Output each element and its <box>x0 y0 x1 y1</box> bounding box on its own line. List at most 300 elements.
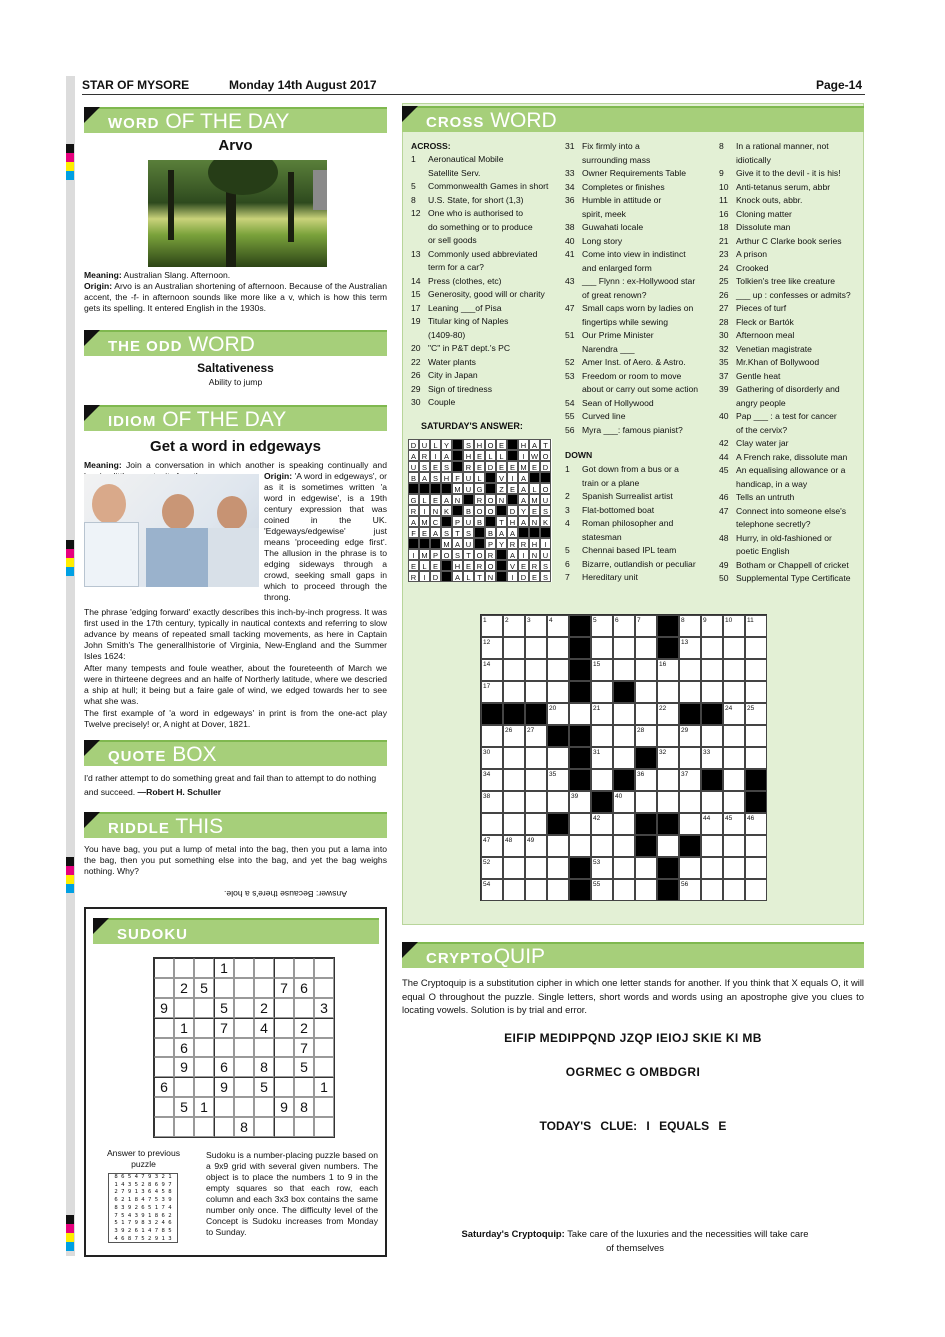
answer-cell: I <box>408 549 419 560</box>
crossword-cell[interactable] <box>745 747 767 769</box>
sudoku-cell[interactable] <box>174 958 194 978</box>
clue-item <box>719 140 864 154</box>
clue-number: 43 <box>565 276 575 286</box>
clue-item <box>719 316 864 330</box>
crossword-cell[interactable]: 5 <box>591 615 613 637</box>
sudoku-cell[interactable] <box>254 1038 274 1058</box>
clue-item <box>719 397 864 411</box>
crossword-cell[interactable]: 8 <box>679 615 701 637</box>
sudoku-cell[interactable] <box>234 1057 254 1077</box>
crossword-cell[interactable] <box>635 791 657 813</box>
crossword-cell[interactable] <box>701 681 723 703</box>
answer-cell: E <box>463 560 474 571</box>
clue-number: 4 <box>565 518 570 528</box>
sudoku-cell[interactable] <box>274 958 294 978</box>
crossword-cell[interactable]: 38 <box>481 791 503 813</box>
sudoku-cell[interactable] <box>214 1097 234 1117</box>
crossword-cell[interactable] <box>745 659 767 681</box>
clue-item <box>565 262 715 276</box>
sudoku-cell[interactable] <box>294 998 314 1018</box>
answer-cell: U <box>540 494 551 505</box>
answer-cell: R <box>507 538 518 549</box>
answer-cell: R <box>463 461 474 472</box>
crossword-cell[interactable] <box>745 681 767 703</box>
crossword-cell[interactable]: 28 <box>635 725 657 747</box>
answer-cell: A <box>518 472 529 483</box>
crossword-cell[interactable] <box>657 681 679 703</box>
crossword-cell[interactable]: 1 <box>481 615 503 637</box>
clue-text: Botham or Chappell of cricket <box>736 559 849 570</box>
clue-number <box>565 289 582 303</box>
answer-cell: E <box>529 461 540 472</box>
answer-cell: H <box>452 560 463 571</box>
sudoku-cell[interactable] <box>194 1117 214 1137</box>
crossword-cell[interactable] <box>569 835 591 857</box>
crossword-cell[interactable]: 35 <box>547 769 569 791</box>
crossword-cell[interactable]: 49 <box>525 835 547 857</box>
crossword-cell[interactable] <box>635 703 657 725</box>
crossword-cell[interactable]: 21 <box>591 703 613 725</box>
answer-cell: U <box>463 483 474 494</box>
sudoku-cell[interactable]: 5 <box>294 1057 314 1077</box>
sudoku-cell[interactable]: 6 <box>294 978 314 998</box>
clue-item <box>719 275 864 289</box>
sudoku-cell[interactable] <box>314 1057 334 1077</box>
sudoku-cell[interactable] <box>314 1097 334 1117</box>
crossword-cell[interactable]: 30 <box>481 747 503 769</box>
crossword-cell[interactable]: 4 <box>547 615 569 637</box>
clue-number: 50 <box>719 573 729 583</box>
crossword-cell[interactable] <box>591 769 613 791</box>
crossword-cell[interactable] <box>679 681 701 703</box>
crossword-cell[interactable]: 25 <box>745 703 767 725</box>
crossword-cell[interactable]: 56 <box>679 879 701 901</box>
crossword-cell[interactable] <box>613 857 635 879</box>
sudoku-cell[interactable] <box>314 1117 334 1137</box>
crossword-cell[interactable] <box>613 703 635 725</box>
sudoku-cell[interactable] <box>194 1018 214 1038</box>
clue-text: Bizarre, outlandish or peculiar <box>582 558 696 569</box>
crossword-cell[interactable] <box>701 879 723 901</box>
crossword-cell[interactable] <box>613 637 635 659</box>
sudoku-cell[interactable] <box>194 1057 214 1077</box>
crossword-cell[interactable] <box>679 747 701 769</box>
crossword-cell[interactable] <box>745 637 767 659</box>
crossword-cell[interactable] <box>657 835 679 857</box>
clue-text: A French rake, dissolute man <box>736 451 848 462</box>
crossword-cell[interactable] <box>569 703 591 725</box>
crossword-cell[interactable] <box>723 835 745 857</box>
crossword-cell[interactable] <box>613 813 635 835</box>
crossword-cell[interactable] <box>613 879 635 901</box>
answer-cell: E <box>474 461 485 472</box>
crossword-cell[interactable] <box>547 681 569 703</box>
clue-number <box>565 262 582 276</box>
crossword-cell[interactable]: 37 <box>679 769 701 791</box>
crossword-cell[interactable]: 32 <box>657 747 679 769</box>
sudoku-cell[interactable] <box>294 1117 314 1137</box>
crossword-cell[interactable] <box>547 791 569 813</box>
crossword-block <box>569 857 591 879</box>
sudoku-cell[interactable]: 6 <box>214 1057 234 1077</box>
sudoku-cell[interactable] <box>214 1117 234 1137</box>
sudoku-cell[interactable]: 1 <box>194 1097 214 1117</box>
crossword-cell[interactable]: 20 <box>547 703 569 725</box>
sudoku-cell[interactable]: 1 <box>214 958 234 978</box>
crossword-cell[interactable] <box>679 857 701 879</box>
answer-cell: A <box>441 494 452 505</box>
answer-cell: E <box>408 560 419 571</box>
answer-cell: U <box>463 472 474 483</box>
sudoku-cell[interactable] <box>154 1057 174 1077</box>
crossword-cell[interactable] <box>723 659 745 681</box>
sudoku-cell[interactable] <box>154 1038 174 1058</box>
crossword-cell[interactable]: 44 <box>701 813 723 835</box>
crossword-cell[interactable] <box>745 879 767 901</box>
crossword-cell[interactable]: 11 <box>745 615 767 637</box>
crossword-cell[interactable] <box>723 769 745 791</box>
sudoku-cell[interactable]: 9 <box>274 1097 294 1117</box>
sudoku-cell[interactable] <box>154 1097 174 1117</box>
sudoku-cell[interactable]: 8 <box>234 1117 254 1137</box>
sudoku-cell[interactable] <box>254 1097 274 1117</box>
crossword-cell[interactable] <box>591 681 613 703</box>
answer-cell: O <box>441 549 452 560</box>
crossword-cell[interactable]: 46 <box>745 813 767 835</box>
crossword-cell[interactable] <box>525 681 547 703</box>
crossword-cell[interactable] <box>503 791 525 813</box>
clue-number <box>719 478 736 492</box>
crossword-cell[interactable] <box>701 659 723 681</box>
sudoku-cell[interactable]: 6 <box>174 1038 194 1058</box>
crossword-cell[interactable] <box>591 725 613 747</box>
clue-item <box>719 248 864 262</box>
answer-cell: I <box>507 571 518 582</box>
crossword-cell[interactable] <box>723 747 745 769</box>
clue-text: do something or to produce <box>428 221 533 232</box>
clue-text: Myra ___: famous pianist? <box>582 424 683 435</box>
sudoku-cell[interactable] <box>214 1038 234 1058</box>
sudoku-cell[interactable] <box>274 1117 294 1137</box>
crossword-cell[interactable] <box>525 637 547 659</box>
sudoku-cell[interactable]: 1 <box>314 1077 334 1097</box>
crossword-cell[interactable] <box>525 857 547 879</box>
crossword-cell[interactable] <box>723 857 745 879</box>
answer-cell: P <box>430 549 441 560</box>
crossword-cell[interactable] <box>503 769 525 791</box>
sudoku-cell[interactable] <box>154 978 174 998</box>
sudoku-cell[interactable]: 8 <box>254 1057 274 1077</box>
sudoku-cell[interactable]: 5 <box>254 1077 274 1097</box>
answer-cell: E <box>430 494 441 505</box>
crossword-cell[interactable] <box>613 835 635 857</box>
crossword-cell[interactable] <box>723 681 745 703</box>
sudoku-cell[interactable] <box>274 1057 294 1077</box>
crossword-cell[interactable] <box>679 791 701 813</box>
crossword-block <box>481 703 503 725</box>
answer-cell: H <box>518 439 529 450</box>
sudoku-cell[interactable] <box>194 958 214 978</box>
clue-text: Freedom or room to move <box>582 370 682 381</box>
clue-number: 30 <box>411 397 421 407</box>
sudoku-cell[interactable] <box>154 1117 174 1137</box>
crossword-cell[interactable]: 24 <box>723 703 745 725</box>
crossword-cell[interactable] <box>503 747 525 769</box>
crossword-cell[interactable] <box>657 725 679 747</box>
clue-text: Curved line <box>582 411 626 421</box>
clue-item <box>565 181 715 195</box>
crossword-cell[interactable] <box>635 879 657 901</box>
answer-cell: D <box>430 571 441 582</box>
crossword-cell[interactable] <box>635 659 657 681</box>
crossword-cell[interactable] <box>525 747 547 769</box>
previous-answer-label: Answer to previous puzzle <box>106 1148 181 1169</box>
crossword-cell[interactable]: 55 <box>591 879 613 901</box>
crossword-cell[interactable] <box>503 659 525 681</box>
crossword-cell[interactable]: 15 <box>591 659 613 681</box>
sudoku-cell[interactable]: 9 <box>154 998 174 1018</box>
sudoku-cell[interactable] <box>194 998 214 1018</box>
crossword-cell[interactable]: 31 <box>591 747 613 769</box>
crossword-cell[interactable] <box>547 857 569 879</box>
sudoku-cell[interactable]: 5 <box>214 998 234 1018</box>
clue-item <box>719 478 864 492</box>
riddle-text: You have bag, you put a lump of metal into the bag, then you put a lama into the bag, then you put something else into the bag, and yet the bag weighs nothing. Why? <box>84 844 387 876</box>
sudoku-cell[interactable] <box>294 1077 314 1097</box>
sudoku-cell[interactable] <box>314 958 334 978</box>
sudoku-cell[interactable] <box>274 1018 294 1038</box>
crossword-cell[interactable]: 39 <box>569 791 591 813</box>
previous-sudoku-row: 2 7 9 1 3 6 4 5 8 <box>114 1189 172 1196</box>
sudoku-cell[interactable]: 1 <box>174 1018 194 1038</box>
crossword-cell[interactable] <box>569 813 591 835</box>
sudoku-cell[interactable] <box>234 958 254 978</box>
crossword-cell[interactable]: 47 <box>481 835 503 857</box>
crossword-cell[interactable] <box>613 725 635 747</box>
clue-item <box>719 370 864 384</box>
previous-sudoku-row: 8 3 9 2 6 5 1 7 4 <box>114 1204 172 1211</box>
crossword-cell[interactable] <box>701 791 723 813</box>
crossword-cell[interactable] <box>503 857 525 879</box>
crossword-cell[interactable] <box>745 725 767 747</box>
crossword-cell[interactable] <box>503 681 525 703</box>
crossword-cell[interactable] <box>745 835 767 857</box>
crossword-cell[interactable] <box>525 791 547 813</box>
sudoku-cell[interactable] <box>234 1018 254 1038</box>
crossword-cell[interactable] <box>657 769 679 791</box>
crossword-cell[interactable] <box>679 813 701 835</box>
sudoku-cell[interactable] <box>154 958 174 978</box>
clue-item <box>719 289 864 303</box>
crossword-cell[interactable]: 3 <box>525 615 547 637</box>
crossword-cell[interactable] <box>503 637 525 659</box>
sudoku-cell[interactable]: 9 <box>214 1077 234 1097</box>
clue-text: Venetian magistrate <box>736 343 812 354</box>
sudoku-cell[interactable] <box>154 1018 174 1038</box>
sudoku-cell[interactable]: 6 <box>154 1077 174 1097</box>
crossword-cell[interactable]: 26 <box>503 725 525 747</box>
sudoku-cell[interactable]: 2 <box>254 998 274 1018</box>
crossword-cell[interactable] <box>723 637 745 659</box>
sudoku-cell[interactable] <box>294 958 314 978</box>
crossword-cell[interactable] <box>723 725 745 747</box>
sudoku-cell[interactable] <box>174 1117 194 1137</box>
crossword-cell[interactable]: 52 <box>481 857 503 879</box>
crossword-cell[interactable] <box>591 835 613 857</box>
crossword-cell[interactable]: 13 <box>679 637 701 659</box>
crossword-cell[interactable] <box>547 879 569 901</box>
sudoku-cell[interactable] <box>314 1038 334 1058</box>
crossword-cell[interactable] <box>525 813 547 835</box>
crossword-cell[interactable]: 6 <box>613 615 635 637</box>
answer-cell: P <box>452 516 463 527</box>
sudoku-cell[interactable]: 5 <box>174 1097 194 1117</box>
crossword-cell[interactable]: 12 <box>481 637 503 659</box>
crossword-cell[interactable] <box>701 725 723 747</box>
crossword-grid[interactable] <box>480 614 767 901</box>
crossword-cell[interactable] <box>701 637 723 659</box>
answer-cell <box>452 505 463 516</box>
crossword-cell[interactable]: 10 <box>723 615 745 637</box>
clue-item <box>411 275 561 289</box>
crossword-block <box>613 769 635 791</box>
sudoku-cell[interactable]: 4 <box>254 1018 274 1038</box>
sudoku-cell[interactable]: 7 <box>274 978 294 998</box>
clue-text: Fix firmly into a <box>582 141 640 151</box>
clue-number: 25 <box>719 276 729 286</box>
sudoku-cell[interactable] <box>254 978 274 998</box>
crossword-cell[interactable]: 22 <box>657 703 679 725</box>
sudoku-cell[interactable] <box>314 1018 334 1038</box>
crossword-cell[interactable]: 29 <box>679 725 701 747</box>
answer-cell: O <box>474 505 485 516</box>
crossword-cell[interactable] <box>723 879 745 901</box>
crossword-cell[interactable]: 27 <box>525 725 547 747</box>
crossword-cell[interactable]: 48 <box>503 835 525 857</box>
crossword-cell[interactable]: 2 <box>503 615 525 637</box>
sudoku-cell[interactable] <box>254 1117 274 1137</box>
clue-number: 24 <box>719 262 729 273</box>
sudoku-cell[interactable]: 7 <box>214 1018 234 1038</box>
sudoku-cell[interactable] <box>234 998 254 1018</box>
sudoku-cell[interactable] <box>194 1038 214 1058</box>
sudoku-cell[interactable] <box>274 1077 294 1097</box>
crossword-cell[interactable] <box>657 791 679 813</box>
sudoku-cell[interactable] <box>254 958 274 978</box>
sudoku-cell[interactable] <box>214 978 234 998</box>
crossword-cell[interactable]: 14 <box>481 659 503 681</box>
crossword-cell[interactable] <box>701 835 723 857</box>
sudoku-cell[interactable] <box>274 998 294 1018</box>
crossword-cell[interactable] <box>723 791 745 813</box>
crossword-cell[interactable] <box>525 879 547 901</box>
crossword-cell[interactable] <box>635 637 657 659</box>
crossword-cell[interactable] <box>613 747 635 769</box>
crossword-cell[interactable]: 42 <box>591 813 613 835</box>
crossword-cell[interactable]: 36 <box>635 769 657 791</box>
crossword-cell[interactable] <box>481 813 503 835</box>
crossword-cell[interactable]: 7 <box>635 615 657 637</box>
page-number: Page-14 <box>816 78 863 92</box>
crossword-cell[interactable]: 45 <box>723 813 745 835</box>
answer-cell: M <box>419 549 430 560</box>
clue-item <box>719 181 864 195</box>
crossword-cell[interactable] <box>701 857 723 879</box>
idiom-paragraph: The phrase 'edging forward' exactly describes this inch-by-inch progress. It was first used in the 17th century, typically in nautical contexts and referring to slow advance by means of repeated small tacking movements, as here in Captain John Smith's The generallhistorie of Virginia, New-England and the Summer Isles 1624: <box>84 607 387 661</box>
clue-text: Arthur C Clarke book series <box>736 235 842 246</box>
sudoku-cell[interactable] <box>274 1038 294 1058</box>
crossword-cell[interactable] <box>547 835 569 857</box>
sudoku-cell[interactable]: 2 <box>294 1018 314 1038</box>
crossword-cell[interactable] <box>613 659 635 681</box>
sudoku-cell[interactable]: 8 <box>294 1097 314 1117</box>
sudoku-cell[interactable] <box>174 998 194 1018</box>
clue-number: 40 <box>565 235 575 246</box>
crossword-cell[interactable] <box>679 659 701 681</box>
sudoku-cell[interactable]: 7 <box>294 1038 314 1058</box>
crossword-cell[interactable] <box>503 813 525 835</box>
clue-number: 11 <box>719 195 728 205</box>
crossword-cell[interactable] <box>547 659 569 681</box>
sudoku-cell[interactable] <box>194 1077 214 1097</box>
sudoku-cell[interactable]: 5 <box>194 978 214 998</box>
sudoku-cell[interactable]: 9 <box>174 1057 194 1077</box>
clue-text: Give it to the devil - it is his! <box>736 168 841 178</box>
crossword-cell[interactable]: 17 <box>481 681 503 703</box>
crossword-cell[interactable]: 54 <box>481 879 503 901</box>
sudoku-cell[interactable]: 3 <box>314 998 334 1018</box>
answer-cell: E <box>496 461 507 472</box>
crossword-cell[interactable] <box>547 637 569 659</box>
clue-number <box>411 234 428 248</box>
crossword-cell[interactable] <box>745 857 767 879</box>
crossword-cell[interactable]: 16 <box>657 659 679 681</box>
crossword-cell[interactable]: 33 <box>701 747 723 769</box>
sudoku-cell[interactable] <box>174 1077 194 1097</box>
previous-sudoku-row: 7 5 4 3 9 1 8 6 2 <box>114 1212 172 1219</box>
clue-item <box>565 370 715 384</box>
clue-number: 10 <box>719 181 729 192</box>
sudoku-cell[interactable] <box>234 978 254 998</box>
word-title: Arvo <box>218 137 253 154</box>
sudoku-cell[interactable] <box>314 978 334 998</box>
crossword-cell[interactable] <box>525 769 547 791</box>
answer-cell: D <box>408 439 419 450</box>
sudoku-cell[interactable] <box>234 1097 254 1117</box>
crossword-cell[interactable]: 40 <box>613 791 635 813</box>
crossword-cell[interactable] <box>503 879 525 901</box>
sudoku-cell[interactable]: 2 <box>174 978 194 998</box>
crossword-cell[interactable]: 9 <box>701 615 723 637</box>
clue-text: Pap ___ : a test for cancer <box>736 411 837 421</box>
crossword-cell[interactable] <box>525 659 547 681</box>
crossword-cell[interactable] <box>481 725 503 747</box>
answer-cell: H <box>507 516 518 527</box>
crossword-cell[interactable] <box>591 637 613 659</box>
answer-cell <box>430 483 441 494</box>
crossword-cell[interactable]: 34 <box>481 769 503 791</box>
answer-cell: A <box>529 439 540 450</box>
crossword-cell[interactable]: 53 <box>591 857 613 879</box>
sudoku-cell[interactable] <box>234 1038 254 1058</box>
crossword-cell[interactable] <box>547 747 569 769</box>
answer-cell: P <box>485 538 496 549</box>
sudoku-cell[interactable] <box>234 1077 254 1097</box>
crossword-cell[interactable] <box>635 857 657 879</box>
clue-item <box>411 342 561 356</box>
crossword-cell[interactable] <box>635 681 657 703</box>
newspaper-name: STAR OF MYSORE <box>82 78 190 92</box>
